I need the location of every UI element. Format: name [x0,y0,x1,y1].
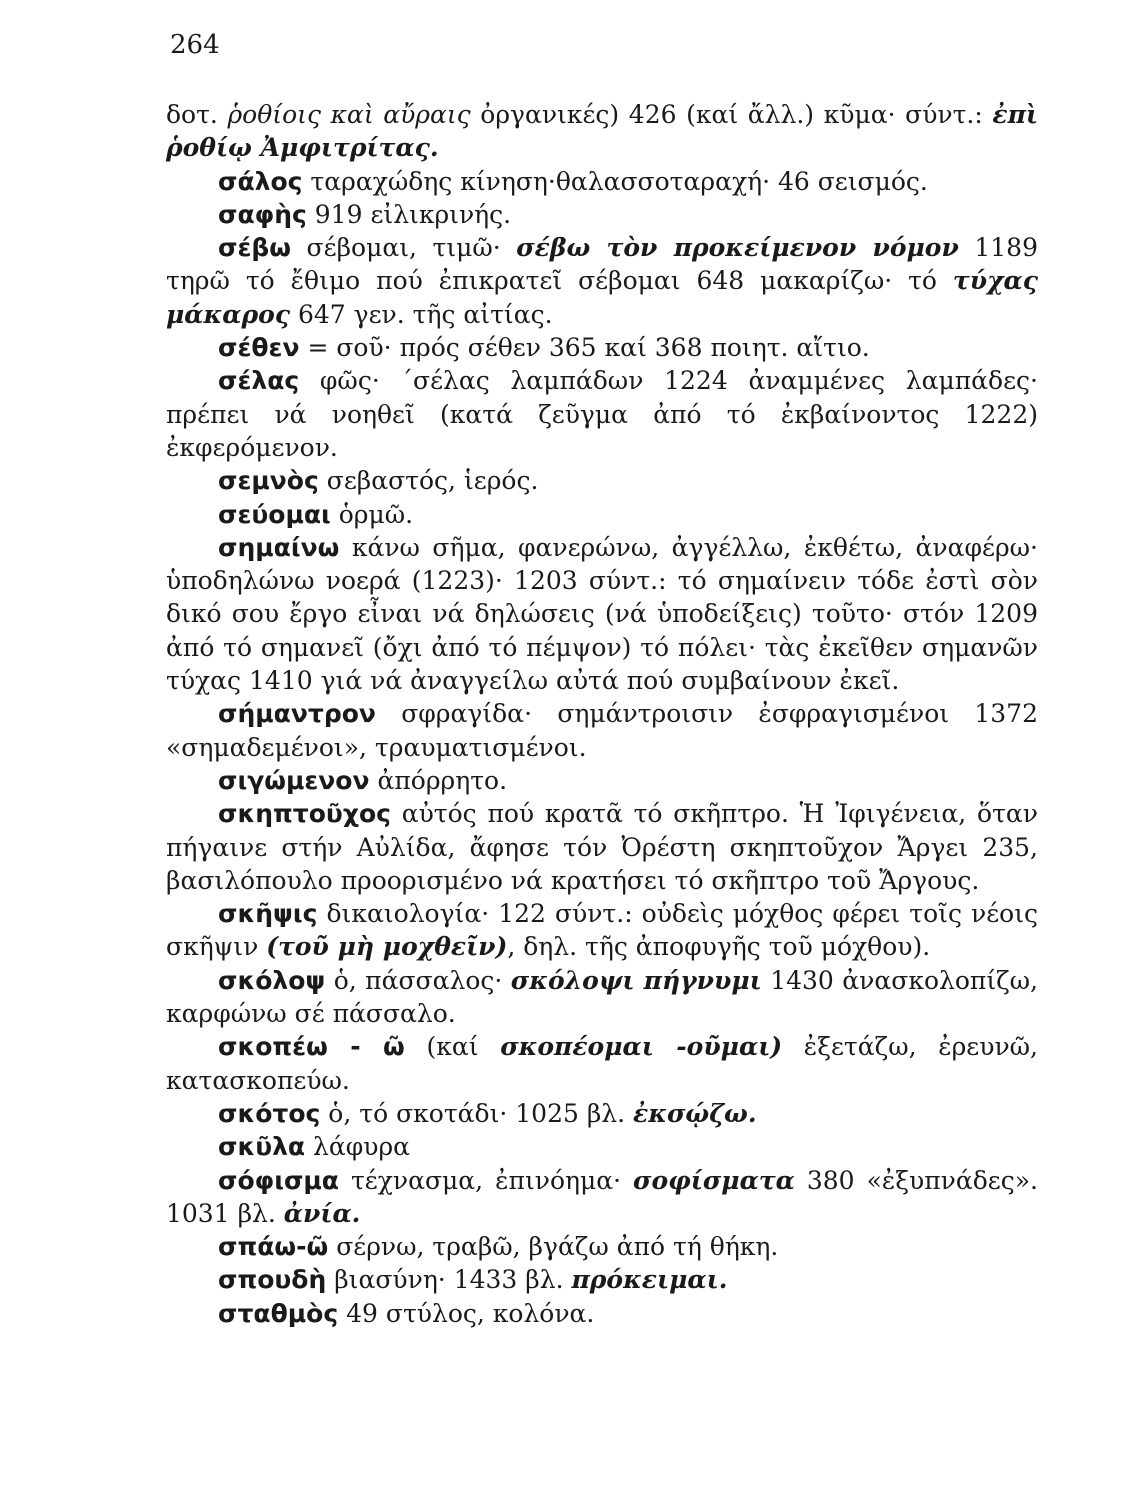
headword: σκῆψις [218,899,318,929]
headword: σκηπτοῦχος [218,799,391,829]
entry-salos: σάλος ταραχώδης κίνηση·θαλασσοταραχή· 46 σεισμός. [218,166,928,196]
entry-seyomai: σεύομαι ὁρμῶ. [218,499,414,529]
entry-sevo: σέβω σέβομαι, τιμῶ· σέβω τὸν προκείμενον νόμον 1189 τηρῶ τό ἔθιμο πού ἐπικρατεῖ σέβομαι 648 μακαρίζω· τό τύχας μάκαρος 647 γεν. τῆς αἰτίας. [166,233,1038,329]
entry-spoudi: σπουδὴ βιασύνη· 1433 βλ. πρόκειμαι. [218,1265,728,1295]
entry-sethen: σέθεν = σοῦ· πρός σέθεν 365 καί 368 ποιητ. αἴτιο. [218,333,870,363]
headword: σεμνὸς [218,466,319,496]
headword: σκότος [218,1098,321,1128]
entry-spao: σπάω-ῶ σέρνω, τραβῶ, βγάζω ἀπό τή θήκη. [218,1232,779,1262]
entry-skyla: σκῦλα λάφυρα [218,1132,411,1162]
entry-simantron: σήμαντρον σφραγίδα· σημάντροισιν ἐσφραγισμένοι 1372 «σημαδεμένοι», τραυματισμένοι. [166,699,1038,762]
headword: σταθμὸς [218,1298,339,1328]
headword: σεύομαι [218,499,331,529]
entry-skolops: σκόλοψ ὁ, πάσσαλος· σκόλοψι πήγνυμι 1430 ἀνασκολοπίζω, καρφώνω σέ πάσσαλο. [166,965,1039,1029]
headword: σαφὴς [218,199,307,229]
headword: σκόλοψ [218,965,326,995]
headword: σήμαντρον [218,699,376,729]
headword: σπουδὴ [218,1265,327,1295]
headword: σόφισμα [218,1165,339,1195]
entry-semnos: σεμνὸς σεβαστός, ἱερός. [218,466,539,496]
entry-sigomenon: σιγώμενον ἀπόρρητο. [218,765,508,795]
headword: σπάω-ῶ [218,1232,329,1262]
headword: σημαίνω [218,532,340,562]
headword: σκοπέω - ῶ [218,1032,405,1062]
headword: σέλας [218,366,300,396]
page-number: 264 [170,30,220,60]
entry-safis: σαφὴς 919 εἰλικρινής. [218,199,512,229]
entry-skopeo: σκοπέω - ῶ (καί σκοπέομαι -οῦμαι) ἐξετάζω, ἐρευνῶ, κατασκοπεύω. [166,1032,1038,1095]
entry-selas: σέλας φῶς· ΄σέλας λαμπάδων 1224 ἀναμμένες λαμπάδες· πρέπει νά νοηθεῖ (κατά ζεῦγμα ἀπό τό ἐκβαίνοντος 1222) ἐκφερόμενον. [166,366,1038,462]
glossary-text [166,98,1038,1330]
headword: σκῦλα [218,1132,306,1162]
entry-sofisma: σόφισμα τέχνασμα, ἐπινόημα· σοφίσματα 380 «ἐξυπνάδες». 1031 βλ. ἀνία. [166,1165,1038,1228]
entry-skipsis: σκῆψις δικαιολογία· 122 σύντ.: οὐδεὶς μόχθος φέρει τοῖς νέοις σκῆψιν (τοῦ μὴ μοχθεῖν), δηλ. τῆς ἀποφυγῆς τοῦ μόχθου). [166,899,1038,962]
entry-skotos: σκότος ὁ, τό σκοτάδι· 1025 βλ. ἐκσῴζω. [218,1098,757,1128]
entry-skiptouchos: σκηπτοῦχος αὐτός πού κρατᾶ τό σκῆπτρο. Ἡ Ἰφιγένεια, ὅταν πήγαινε στήν Αὐλίδα, ἄφησε τόν Ὀρέστη σκηπτοῦχον Ἄργει 235, βασιλόπουλο προορισμένο νά κρατήσει τό σκῆπτρο τοῦ Ἄργους. [166,799,1038,895]
entry-simaino: σημαίνω κάνω σῆμα, φανερώνω, ἀγγέλλω, ἐκθέτω, ἀναφέρω· ὑποδηλώνω νοερά (1223)· 1203 σύντ.: τό σημαίνειν τόδε ἐστὶ σὸν δικό σου ἔργο εἶναι νά δηλώσεις (νά ὑποδείξεις) τοῦτο· στόν 1209 ἀπό τό σημανεῖ (ὄχι ἀπό τό πέμψον) τό πόλει· τὰς ἐκεῖθεν σημανῶν τύχας 1410 γιά νά ἀναγγείλω αὐτά πού συμβαίνουν ἐκεῖ. [166,532,1038,696]
headword: σιγώμενον [218,765,370,795]
headword: σέβω [218,233,292,263]
headword: σέθεν [218,333,300,363]
entry-continuation: δοτ. ῥοθίοις καὶ αὔραις ὀργανικές) 426 (καί ἄλλ.) κῦμα· σύντ.: ἐπὶ ῥοθίῳ Ἀμφιτρίτας. [166,100,1038,163]
entry-stathmos: σταθμὸς 49 στύλος, κολόνα. [218,1298,595,1328]
headword: σάλος [218,166,303,196]
